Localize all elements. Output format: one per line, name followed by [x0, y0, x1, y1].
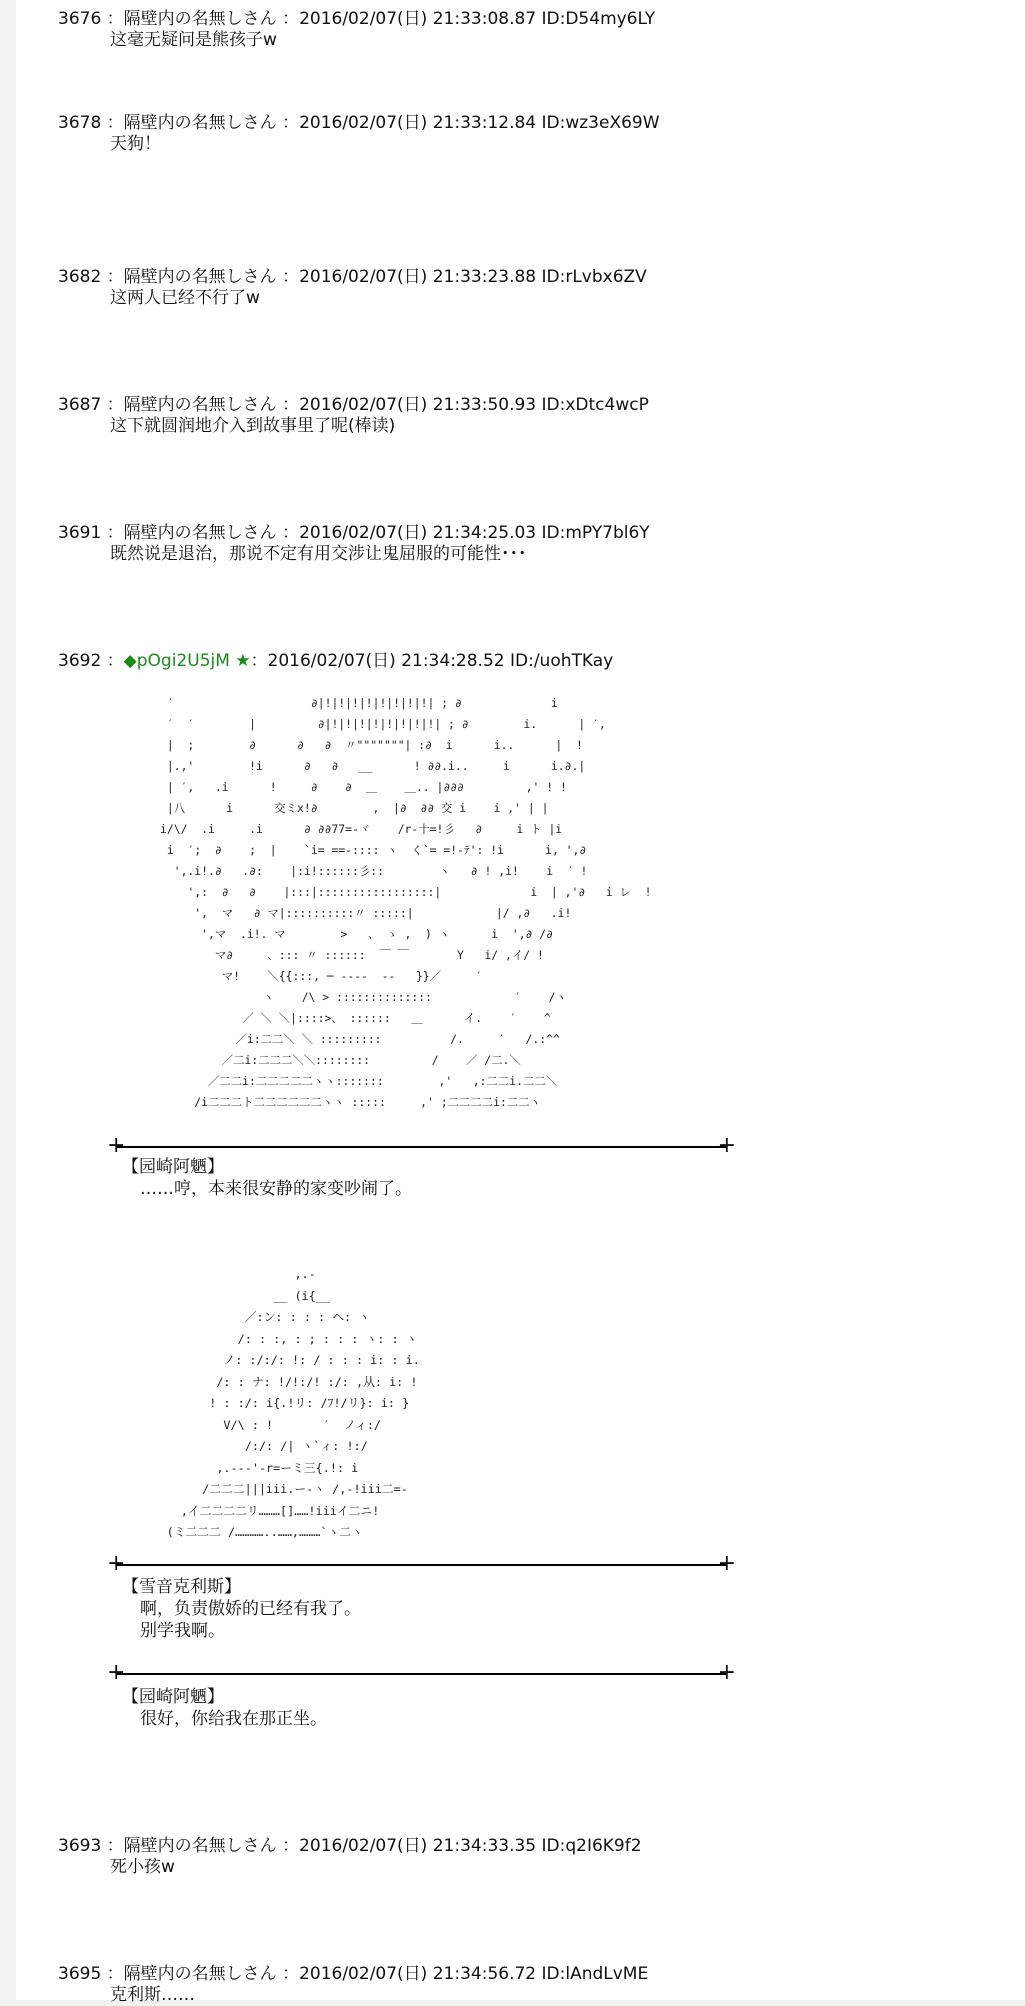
post-3691: [58, 523, 650, 565]
divider-rule: [107, 1133, 736, 1158]
post-body: 这下就圆润地介入到故事里了呢(棒读): [110, 416, 396, 436]
post-body: 克利斯……: [110, 1985, 195, 2005]
divider-plus: +: [107, 1551, 126, 1576]
post-3678: [58, 113, 660, 155]
post-header: [58, 651, 613, 672]
post-meta: ：2016/02/07(日) 21:34:28.52 ID:/uohTKay: [250, 651, 614, 671]
divider-rule: [107, 1660, 736, 1685]
speaker-name: 【雪音克利斯】: [122, 1577, 241, 1597]
post-3687: [58, 395, 649, 437]
divider-plus: +: [717, 1133, 736, 1158]
divider-plus: +: [717, 1660, 736, 1685]
ascii-art-scene: ′ ∂|!|!|!|!|!|!|!|!| ; ∂ i ′ ′ | ∂|!|!|!|!|!|!|!|!| ; ∂ i. | ′, | ; ∂ ∂ ∂ 〃"""""""| :∂ i i.. | ! |.,' !i ∂ ∂ __ ! ∂∂.i.. i i.∂.| | ′, .i ! ∂ ∂ ＿ ＿.. |∂∂∂ ,' ! ! |八 i 交ミx!∂ , |∂ ∂∂ 交 i i ,' | | i/\/ .i .i ∂ ∂∂77=-ヾ /r-十=!彡 ∂ i ト |i i ′; ∂ ; | `i= ==-:::: ヽ く`= =!-ﾃ': !i i, ',∂ ',.i!.∂ .∂: |:i!::::::彡:: ヽ ∂ ! ,i! i ′ ! ',: ∂ ∂ |:::|:::::::::::::::::| i | ,'∂ i レ ! ', マ ∂ マ|::::::::::〃 :::::| |/ ,∂ .i! ',マ .i!. マ > 、 ゝ , ) ヽ i ',∂ /∂ マ∂ 、::: 〃 :::::: ￣ ￣ Y i/ ,イ/ ! マ! ＼{{:::, ─ ---- -- }}／ ′ ヽ /\ > :::::::::::::: ′ /ヽ ／ ＼ ＼|::::>、 :::::: ＿ イ. ′ ^ ／i:二二＼ ＼ ::::::::: /. ′ /.:^^ ／二i:二二二＼＼:::::::: / ／ /二.＼ ／二二i:二二二二二ヽヽ::::::: ,' ,:二二i.二二＼ /i二二二ト二二二二二二ヽヽ ::::: ,' ;二二二二i:二二ヽ: [160, 696, 652, 1109]
dialogue-line: ……哼，本来很安静的家变吵闹了。: [140, 1179, 412, 1199]
speaker-name: 【园崎阿魉】: [122, 1687, 224, 1707]
dialogue-line: 啊，负责傲娇的已经有我了。: [140, 1599, 361, 1619]
post-body: 死小孩w: [110, 1857, 175, 1877]
post-header: 3676 ：隔壁内の名無しさん ：2016/02/07(日) 21:33:08.87 ID:D54my6LY: [58, 9, 656, 29]
divider-plus: +: [717, 1551, 736, 1576]
divider-rule: [107, 1551, 736, 1576]
dialogue-line: 很好，你给我在那正坐。: [140, 1709, 327, 1729]
author-trip: ◆pOgi2U5jM ★: [123, 651, 251, 671]
post-3676: [58, 9, 655, 51]
thread-page: [16, 0, 1025, 2005]
post-body: 这毫无疑问是熊孩子w: [110, 30, 277, 50]
post-header: 3682 ：隔壁内の名無しさん ：2016/02/07(日) 21:33:23.88 ID:rLvbx6ZV: [58, 267, 647, 287]
dialogue-block: [122, 1576, 361, 1642]
dialogue-block: [122, 1686, 327, 1730]
post-3682: [58, 267, 647, 309]
dialogue-line: 别学我啊。: [140, 1621, 225, 1641]
post-body: 这两人已经不行了w: [110, 288, 260, 308]
post-3692: [58, 651, 613, 672]
post-header: 3693 ：隔壁内の名無しさん ：2016/02/07(日) 21:34:33.35 ID:q2I6K9f2: [58, 1836, 642, 1856]
post-header: 3687 ：隔壁内の名無しさん ：2016/02/07(日) 21:33:50.93 ID:xDtc4wcP: [58, 395, 649, 415]
ascii-art-character: ,.- __ (i{__ ／:ン: : : : ヘ: ヽ /: : :, : ; : : : ヽ: : ヽ ノ: :/:/: !: / : : : i: : i. /: : ナ: !/!:/! :/: ,从: i: ! ! : :/: i{.!リ: /ﾌ!/リ}: i: } V/\ : ! ′ ノィ:/ /:/: /| ヽ`ィ: !:/ ,.---'-r=ーミ三{.!: i /二二二|||iii.ー-ヽ /,-!iii二=- ,イ二二二二リ………[]……!iiiイ二ニ! (ミ二二二 /…………..……,………`ヽ二ヽ: [166, 1267, 420, 1539]
post-body: 既然说是退治，那说不定有用交涉让鬼屈服的可能性･･･: [110, 544, 527, 564]
post-header: 3695 ：隔壁内の名無しさん ：2016/02/07(日) 21:34:56.72 ID:lAndLvME: [58, 1964, 649, 1984]
post-3693: [58, 1836, 642, 1878]
speaker-name: 【园崎阿魉】: [122, 1157, 224, 1177]
post-body: 天狗！: [110, 134, 161, 154]
post-number: 3692 ：: [58, 651, 124, 671]
post-header: 3691 ：隔壁内の名無しさん ：2016/02/07(日) 21:34:25.03 ID:mPY7bl6Y: [58, 523, 650, 543]
dialogue-block: [122, 1156, 412, 1200]
post-header: 3678 ：隔壁内の名無しさん ：2016/02/07(日) 21:33:12.84 ID:wz3eX69W: [58, 113, 660, 133]
divider-plus: +: [107, 1660, 126, 1685]
divider-plus: +: [107, 1133, 126, 1158]
